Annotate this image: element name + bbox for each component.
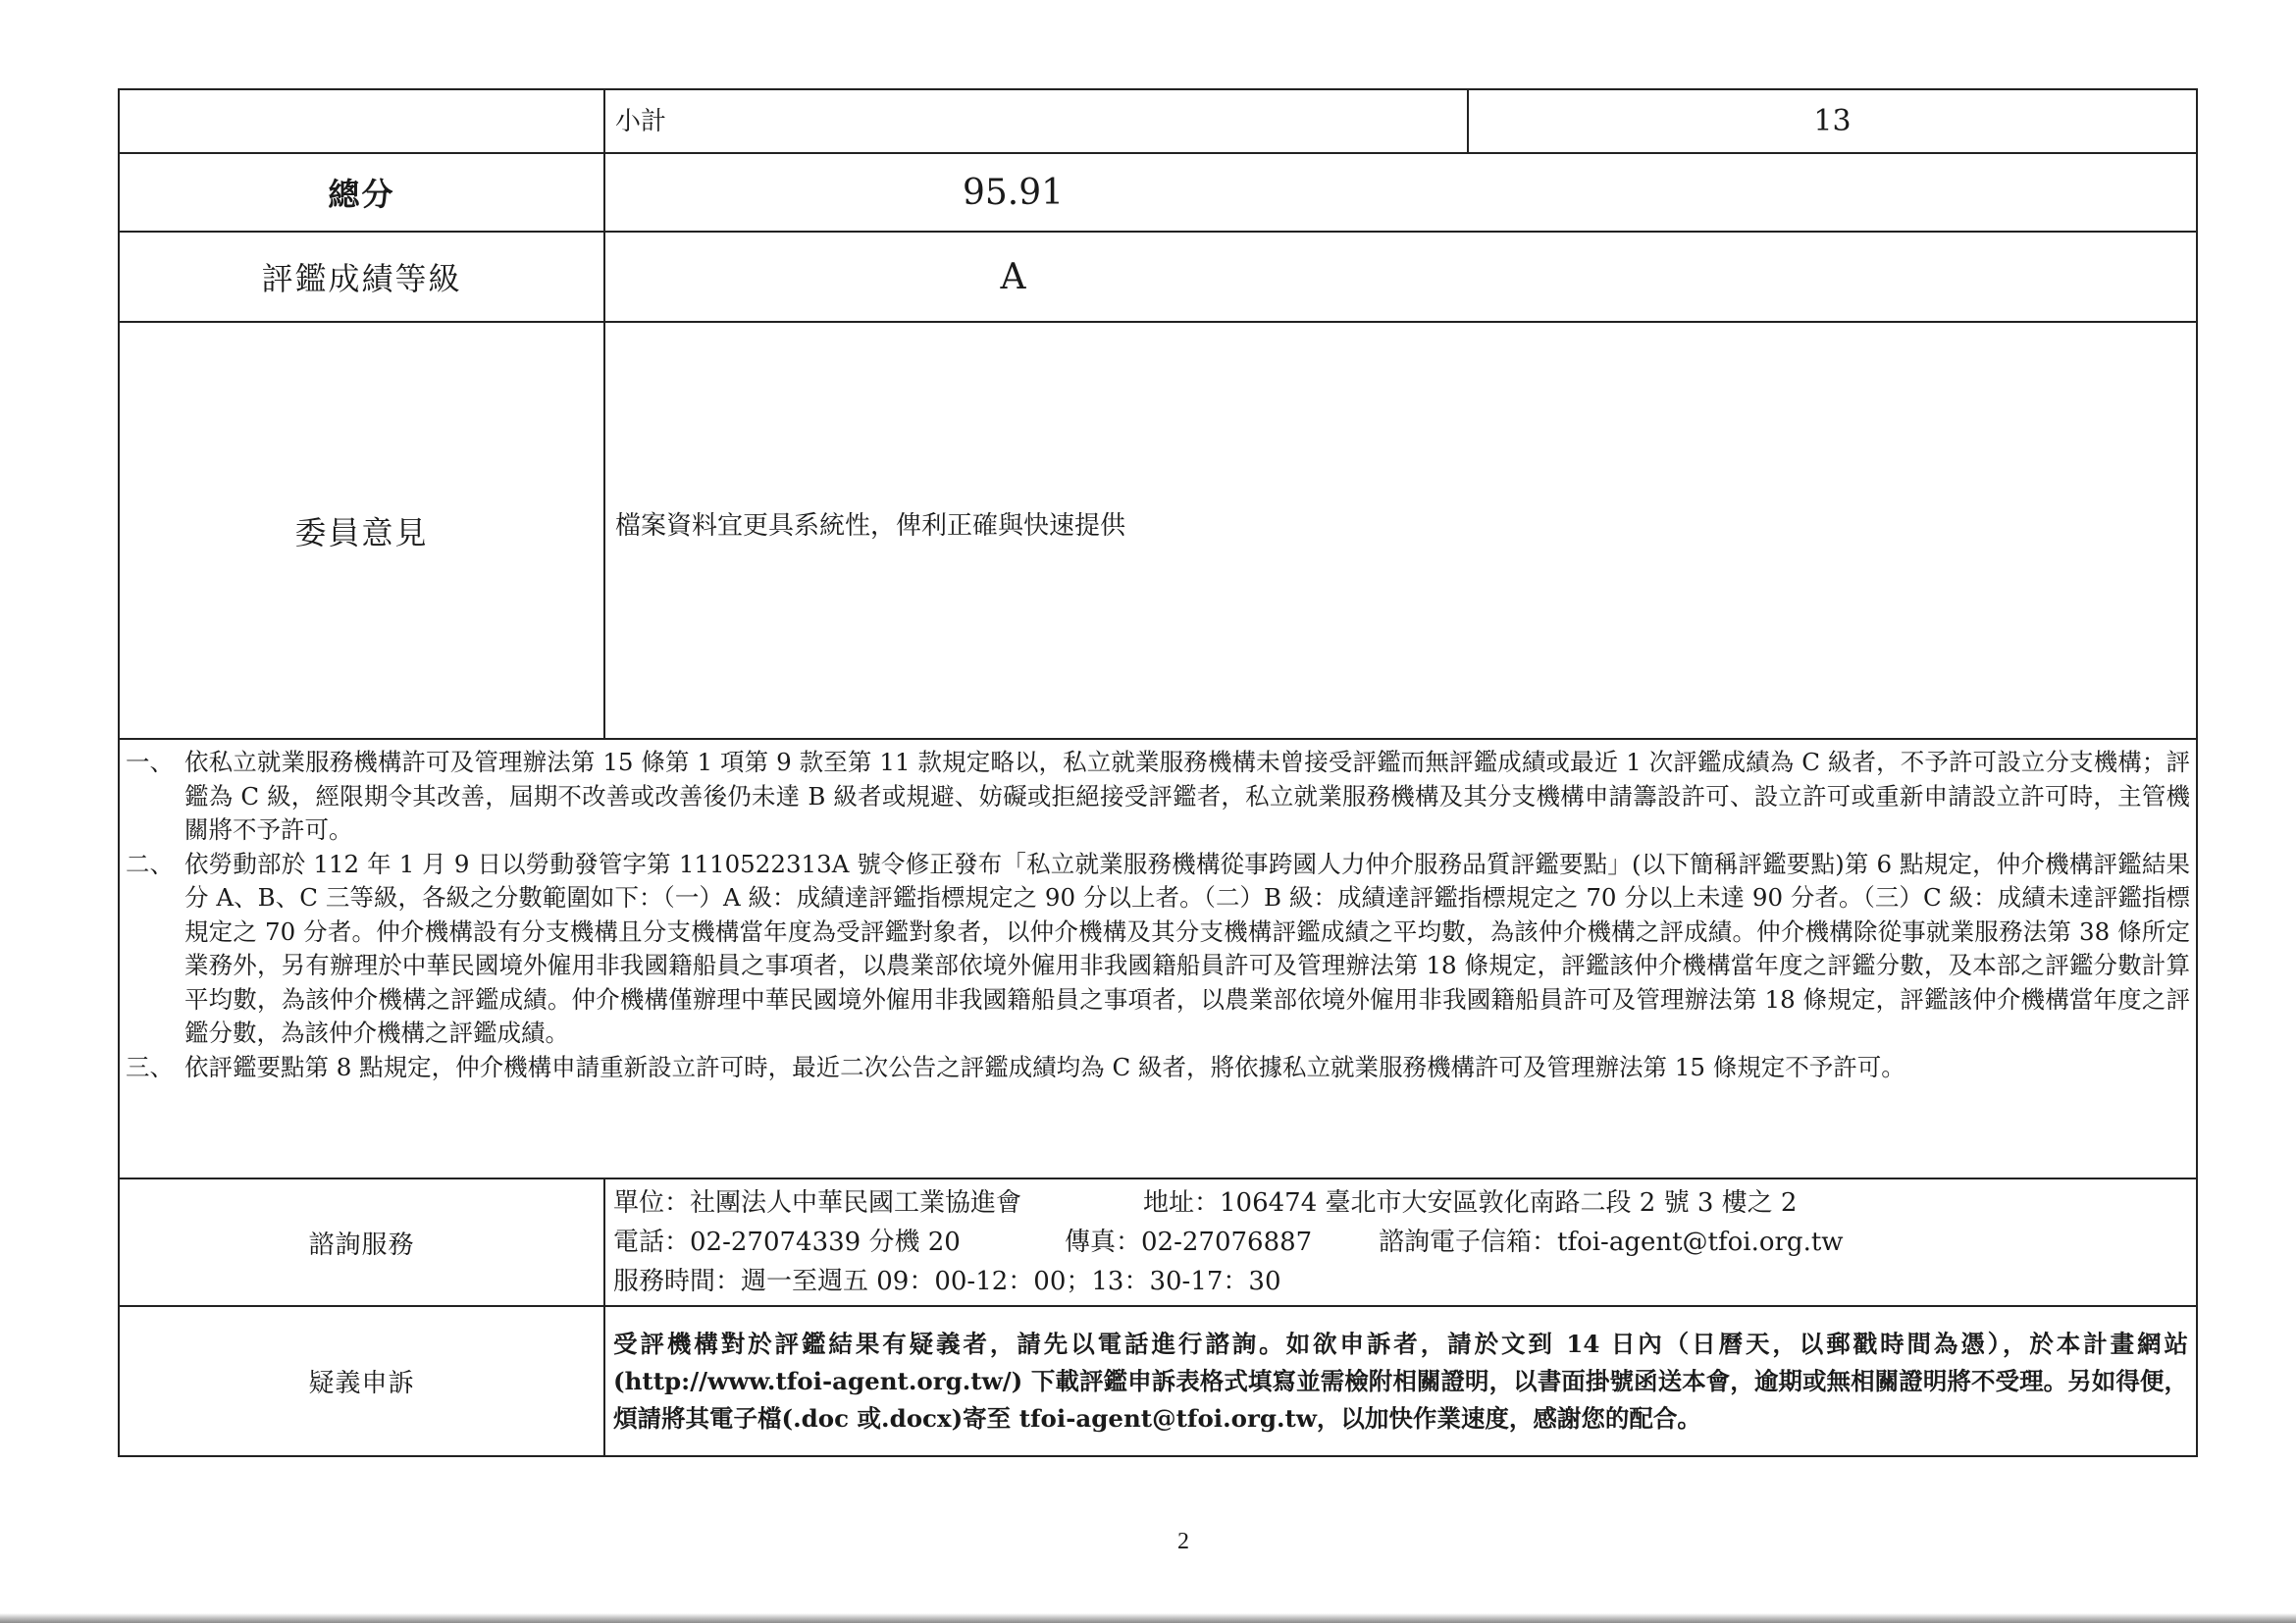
complaint-label: 疑義申訴 xyxy=(119,1306,604,1456)
subtotal-empty-cell xyxy=(119,89,604,153)
total-score-value: 95.91 xyxy=(604,153,2197,232)
note-item-1 xyxy=(126,746,2190,848)
total-score-row xyxy=(119,153,2197,232)
consult-line-2 xyxy=(613,1223,2188,1262)
page-number: 2 xyxy=(1177,1529,1189,1554)
note-number: 一、 xyxy=(126,748,174,776)
consult-phone: 電話：02-27074339 分機 20 xyxy=(613,1228,961,1257)
note-text: 依評鑑要點第 8 點規定，仲介機構申請重新設立許可時，最近二次公告之評鑑成績均為 C 級者，將依據私立就業服務機構許可及管理辦法第 15 條規定不予許可。 xyxy=(184,1052,1905,1081)
subtotal-value: 13 xyxy=(1468,89,2197,153)
subtotal-label: 小計 xyxy=(604,89,1468,153)
grade-value: A xyxy=(604,232,2197,322)
scan-bottom-edge xyxy=(0,1613,2296,1623)
note-item-3 xyxy=(126,1051,2190,1085)
consult-line-3 xyxy=(613,1262,2188,1301)
complaint-row xyxy=(119,1306,2197,1456)
complaint-text: 受評機構對於評鑑結果有疑義者，請先以電話進行諮詢。如欲申訴者，請於文到 14 日內（日曆天，以郵戳時間為憑），於本計畫網站 (http://www.tfoi-agent.org.tw/) 下載評鑑申訴表格式填寫並需檢附相關證明，以書面掛號函送本會，逾期或無相關證明將不受理。另如得便，煩請將其電子檔(.doc 或.docx)寄至 tfoi-agent@tfoi.org.tw，以加快作業速度，感謝您的配合。 xyxy=(604,1306,2197,1456)
consult-info xyxy=(604,1178,2197,1306)
note-text: 依私立就業服務機構許可及管理辦法第 15 條第 1 項第 9 款至第 11 款規定略以，私立就業服務機構未曾接受評鑑而無評鑑成績或最近 1 次評鑑成績為 C 級者，不予許可設立分支機構；評鑑為 C 級，經限期令其改善，屆期不改善或改善後仍未達 B 級者或規避、妨礙或拒絕接受評鑑者，私立就業服務機構及其分支機構申請籌設許可、設立許可或重新申請設立許可時，主管機關將不予許可。 xyxy=(184,748,2190,844)
consult-unit: 單位：社團法人中華民國工業協進會 xyxy=(613,1188,1022,1218)
notes-cell xyxy=(119,739,2197,1178)
subtotal-row xyxy=(119,89,2197,153)
note-number: 二、 xyxy=(126,849,174,878)
consult-row xyxy=(119,1178,2197,1306)
consult-address: 地址：106474 臺北市大安區敦化南路二段 2 號 3 樓之 2 xyxy=(1143,1188,1798,1218)
consult-hours: 服務時間：週一至週五 09：00-12：00；13：30-17：30 xyxy=(613,1267,1281,1296)
committee-opinion-row xyxy=(119,322,2197,739)
consult-label: 諮詢服務 xyxy=(119,1178,604,1306)
note-number: 三、 xyxy=(126,1052,174,1081)
grade-label: 評鑑成績等級 xyxy=(119,232,604,322)
committee-opinion-label: 委員意見 xyxy=(119,322,604,739)
note-text: 依勞動部於 112 年 1 月 9 日以勞動發管字第 1110522313A 號令修正發布「私立就業服務機構從事跨國人力仲介服務品質評鑑要點」(以下簡稱評鑑要點)第 6 點規定，仲介機構評鑑結果分 A、B、C 三等級，各級之分數範圍如下：（一）A 級：成績達評鑑指標規定之 90 分以上者。（二）B 級：成績達評鑑指標規定之 70 分以上未達 90 分者。（三）C 級：成績未達評鑑指標規定之 70 分者。仲介機構設有分支機構且分支機構當年度為受評鑑對象者，以仲介機構及其分支機構評鑑成績之平均數，為該仲介機構之評成績。仲介機構除從事就業服務法第 38 條所定業務外，另有辦理於中華民國境外僱用非我國籍船員之事項者，以農業部依境外僱用非我國籍船員許可及管理辦法第 18 條規定，評鑑該仲介機構當年度之評鑑分數，及本部之評鑑分數計算平均數，為該仲介機構之評鑑成績。仲介機構僅辦理中華民國境外僱用非我國籍船員之事項者，以農業部依境外僱用非我國籍船員許可及管理辦法第 18 條規定，評鑑該仲介機構當年度之評鑑分數，為該仲介機構之評鑑成績。 xyxy=(184,849,2190,1047)
grade-row xyxy=(119,232,2197,322)
committee-opinion-text: 檔案資料宜更具系統性，俾利正確與快速提供 xyxy=(604,322,2197,739)
notes-row xyxy=(119,739,2197,1178)
consult-email: 諮詢電子信箱：tfoi-agent@tfoi.org.tw xyxy=(1379,1228,1844,1257)
consult-fax: 傳真：02-27076887 xyxy=(1065,1228,1313,1257)
evaluation-result-table xyxy=(118,88,2198,1457)
note-item-2 xyxy=(126,848,2190,1051)
total-score-label: 總分 xyxy=(119,153,604,232)
consult-line-1 xyxy=(613,1183,2188,1223)
